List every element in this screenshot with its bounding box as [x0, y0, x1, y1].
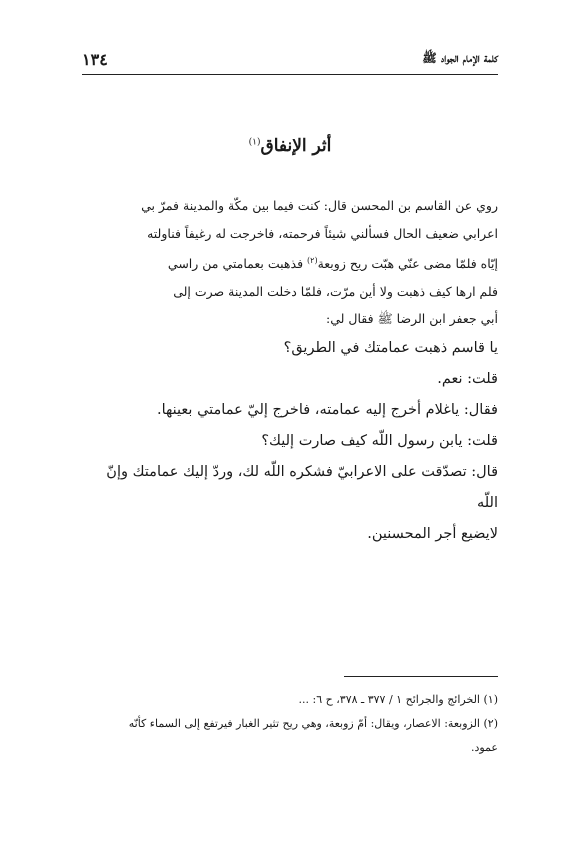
narration-line-4: فلم ارها كيف ذهبت ولا أين مرّت، فلمّا دخلت المدينة صرت إلى [173, 283, 498, 299]
footnotes [82, 688, 498, 760]
section-title-footnote-ref: (١) [248, 137, 261, 148]
footnote-1: (١) الخرائج والجرائح ١ / ٣٧٧ ـ ٣٧٨، ح ٦: ... [298, 693, 498, 706]
header-rule [82, 74, 498, 75]
dialogue-line-3: فقال: ياغلام أخرج إليه عمامته، فاخرج إليّ عمامتي بعينها. [156, 401, 498, 418]
dialogue-line-2: قلت: نعم. [437, 370, 498, 387]
narration-line-2: اعرابي ضعيف الحال فسألني شيئاً فرحمته، فاخرجت له رغيفاً فناولته [147, 225, 498, 241]
section-title-text: أثر الإنفاق [260, 136, 332, 156]
page-number: ١٣٤ [82, 50, 108, 69]
page-header [82, 50, 498, 72]
dialogue-line-5: قال: تصدّقت على الاعرابيّ فشكره اللّه لك، وردّ إليك عمامتك وإنّ اللّه [106, 463, 498, 511]
footnote-2: (٢) الزوبعة: الاعصار، ويقال: أمّ زوبعة، وهي ريح تثير الغبار فيرتفع إلى السماء كأنّه [128, 717, 498, 730]
narration-paragraph [82, 192, 498, 333]
body-text [82, 192, 498, 550]
dialogue-line-4: قلت: يابن رسول اللّه كيف صارت إليك؟ [261, 432, 498, 449]
narration-line-3b: فذهبت بعمامتي من راسي [167, 256, 308, 272]
narration-footnote-ref: (٢) [307, 256, 318, 265]
dialogue-line-6: لايضيع أجر المحسنين. [367, 525, 498, 542]
dialogue-line-1: يا قاسم ذهبت عمامتك في الطريق؟ [283, 339, 498, 356]
dialogue-block [82, 333, 498, 550]
narration-line-5: أبي جعفر ابن الرضا ﷺ فقال لي: [326, 311, 498, 327]
running-title: كلمة الإمام الجواد ﷺ [422, 51, 498, 65]
section-title [82, 136, 498, 156]
narration-line-3a: إيّاه فلمّا مضى عنّي هبّت ريح زوبعة [317, 256, 498, 272]
footnote-2-continuation: عمود. [470, 741, 498, 754]
footnote-separator [344, 676, 498, 677]
narration-line-1: روي عن القاسم بن المحسن قال: كنت فيما بين مكّة والمدينة فمرّ بي [141, 198, 498, 213]
